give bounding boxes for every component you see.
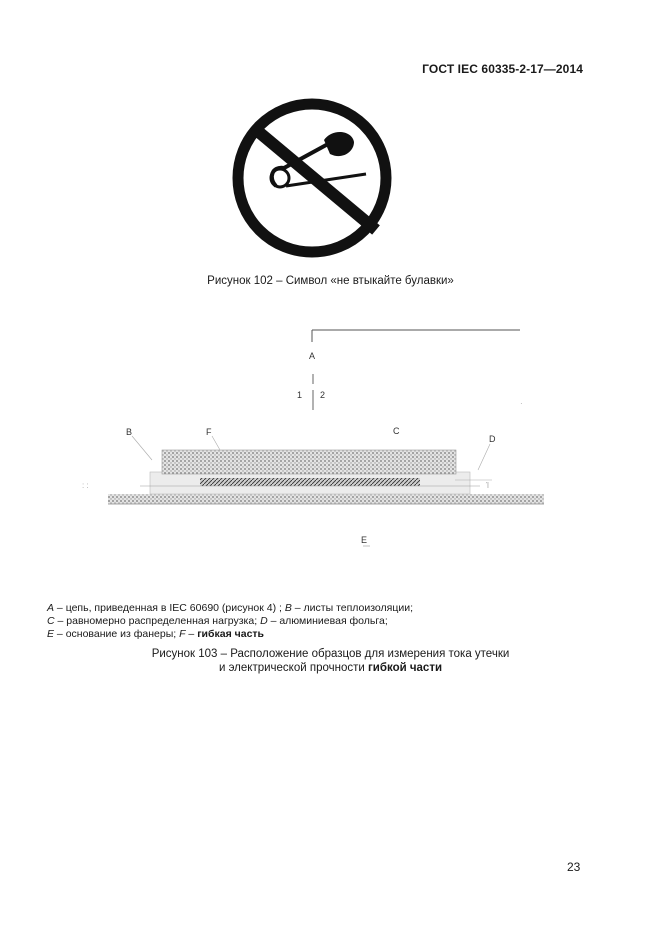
legend-line-3: E – основание из фанеры; F – гибкая часть [47,628,265,640]
figure-103-caption-line-2: и электрической прочности гибкой части [218,662,443,674]
label-d: D [489,434,496,444]
figure-103-caption-line-1: Рисунок 103 – Расположение образцов для измерения тока утечки [151,648,510,660]
page-number: 23 [567,860,581,874]
svg-text:·: · [520,399,523,408]
label-1: 1 [297,390,303,400]
legend-line-2: C – равномерно распределенная нагрузка; D – алюминиевая фольга; [47,615,388,627]
document-header: ГОСТ IEC 60335-2-17—2014 [422,62,583,76]
label-e: E [361,535,368,545]
svg-text:Ί: Ί [486,481,490,490]
figure-103-diagram [0,320,661,550]
label-2: 2 [320,390,326,400]
label-c: C [393,426,400,436]
label-f: F [206,427,212,437]
label-b: B [126,427,133,437]
figure-102-caption: Рисунок 102 – Символ «не втыкайте булавки» [207,275,454,287]
label-a: A [309,351,316,361]
svg-text:: :: : : [82,481,89,490]
no-pins-symbol-icon [228,98,398,258]
legend-line-1: A – цепь, приведенная в IEC 60690 (рисунок 4) ; B – листы теплоизоляции; [47,602,414,614]
